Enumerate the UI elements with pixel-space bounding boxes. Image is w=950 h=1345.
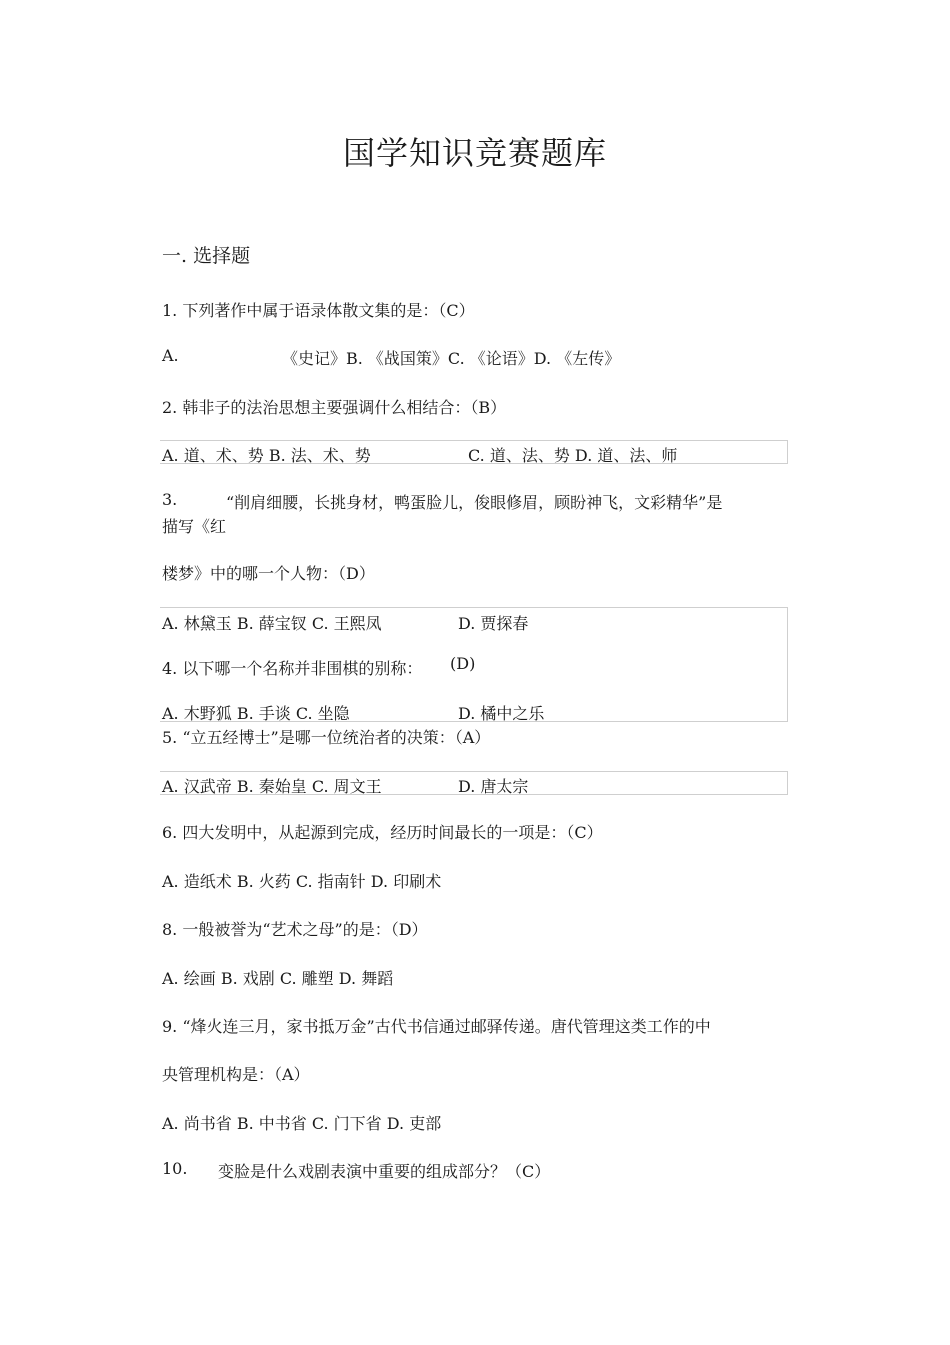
question-4-stem: 4. 以下哪一个名称并非围棋的别称： [162, 659, 423, 678]
question-2-options-ab: A. 道、术、势 B. 法、术、势 [162, 446, 371, 465]
question-1-stem: 1. 下列著作中属于语录体散文集的是：（C） [162, 301, 475, 320]
question-1-option-a: A. [162, 346, 179, 365]
question-2-stem: 2. 韩非子的法治思想主要强调什么相结合：（B） [162, 398, 507, 417]
question-9-options: A. 尚书省 B. 中书省 C. 门下省 D. 吏部 [162, 1114, 442, 1133]
question-4-answer: (D) [450, 654, 476, 673]
question-9-stem-line-2: 央管理机构是：（A） [162, 1065, 310, 1084]
question-6-options: A. 造纸术 B. 火药 C. 指南针 D. 印刷术 [162, 872, 442, 891]
section-heading: 一. 选择题 [162, 245, 251, 267]
question-10-number: 10. [162, 1159, 188, 1178]
question-1-options: 《史记》B. 《战国策》C. 《论语》D. 《左传》 [282, 349, 621, 368]
question-4-options-abc: A. 木野狐 B. 手谈 C. 坐隐 [162, 704, 350, 723]
question-5-stem: 5. “立五经博士”是哪一位统治者的决策：（A） [162, 728, 491, 747]
question-3-option-d: D. 贾探春 [458, 614, 529, 633]
question-6-stem: 6. 四大发明中，从起源到完成，经历时间最长的一项是：（C） [162, 823, 603, 842]
question-2-options-cd: C. 道、法、势 D. 道、法、师 [468, 446, 678, 465]
question-10-stem: 变脸是什么戏剧表演中重要的组成部分？（C） [218, 1162, 551, 1181]
question-3-stem-line-2: 描写《红 [162, 517, 227, 536]
document-title: 国学知识竞赛题库 [342, 134, 607, 172]
question-3-options-abc: A. 林黛玉 B. 薛宝钗 C. 王熙凤 [162, 614, 382, 633]
question-3-stem-line-1: “削肩细腰，长挑身材，鸭蛋脸儿，俊眼修眉，顾盼神飞，文彩精华”是 [226, 493, 723, 512]
question-8-options: A. 绘画 B. 戏剧 C. 雕塑 D. 舞蹈 [162, 969, 394, 988]
question-3-stem-line-3: 楼梦》中的哪一个人物：（D） [162, 564, 375, 583]
question-5-option-d: D. 唐太宗 [458, 777, 529, 796]
question-5-options-abc: A. 汉武帝 B. 秦始皇 C. 周文王 [162, 777, 382, 796]
question-3-number: 3. [162, 490, 178, 509]
question-9-stem-line-1: 9. “烽火连三月，家书抵万金”古代书信通过邮驿传递。唐代管理这类工作的中 [162, 1017, 711, 1036]
question-8-stem: 8. 一般被誉为“艺术之母”的是：（D） [162, 920, 428, 939]
question-4-option-d: D. 橘中之乐 [458, 704, 545, 723]
